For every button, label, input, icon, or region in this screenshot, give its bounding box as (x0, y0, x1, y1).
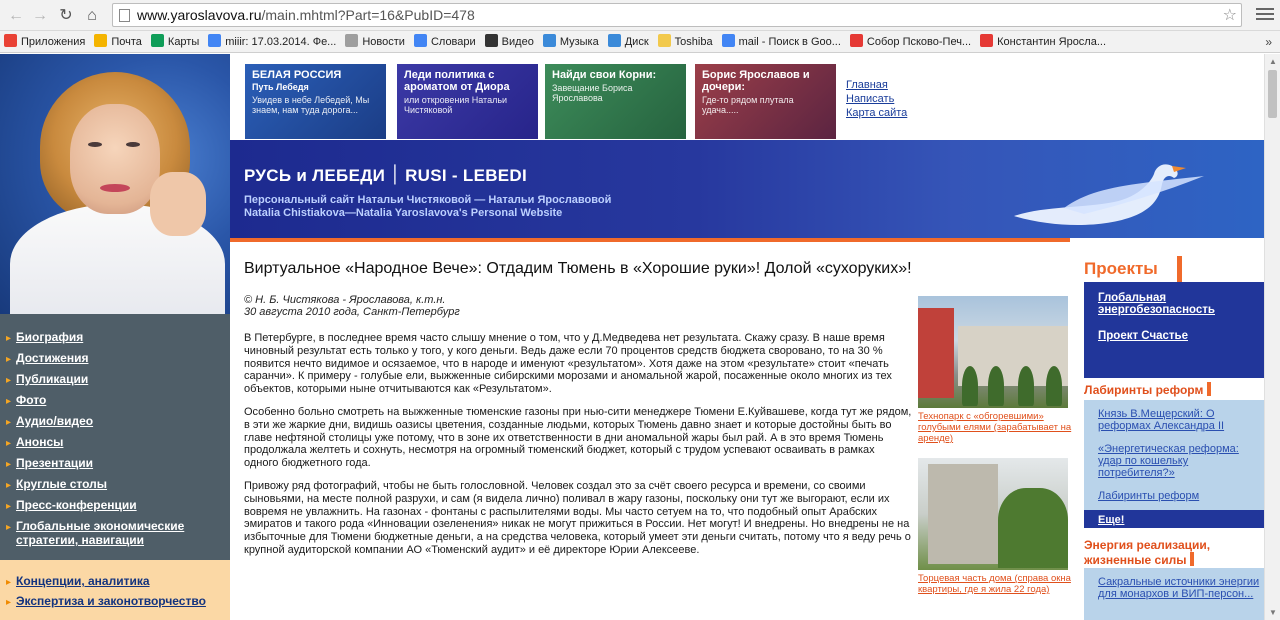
yandex-icon (850, 34, 863, 47)
bookmark-item[interactable] (654, 31, 718, 53)
yandex-icon (980, 34, 993, 47)
site-subtitle-ru: Персональный сайт Натальи Чистяковой — Натальи Ярославовой (244, 194, 612, 206)
author-photo (0, 54, 230, 314)
header-banners (230, 54, 1264, 140)
nav-item[interactable] (0, 571, 230, 591)
reform-link[interactable]: Лабиринты реформ (1098, 490, 1200, 502)
scrollbar-thumb[interactable] (1268, 70, 1277, 118)
section-reforms-title: Лабиринты реформ (1084, 382, 1211, 397)
web-page (0, 54, 1264, 620)
nav-item[interactable] (0, 495, 230, 516)
article-byline: © Н. Б. Чистякова - Ярославова, к.т.н. 30 августа 2010 года, Санкт-Петербург (244, 294, 460, 318)
nav-item-label: Пресс-конференции (16, 498, 137, 512)
arrow-right-icon: ▸ (6, 396, 12, 407)
bookmark-item[interactable] (481, 31, 539, 53)
bookmark-item[interactable] (90, 31, 147, 53)
more-link[interactable]: Еще! (1098, 514, 1125, 526)
arrow-right-icon: ▸ (6, 480, 12, 491)
disk-icon (608, 34, 621, 47)
section-energy-box (1084, 568, 1264, 620)
section-reforms-box (1084, 400, 1264, 510)
arrow-right-icon: ▸ (6, 375, 12, 386)
nav-item-label: Презентации (16, 456, 94, 470)
nav-item-label: Фото (16, 393, 47, 407)
bookmark-label: Новости (362, 36, 405, 48)
energy-link[interactable]: Сакральные источники энергии для монархов и ВИП-персон... (1098, 576, 1260, 600)
banner-find-roots[interactable]: Найди свои Корни: Завещание Бориса Ярославова (545, 64, 686, 139)
nav-item-label: Концепции, аналитика (16, 574, 150, 588)
nav-item-label: Глобальные экономические стратегии, навигации (16, 519, 185, 547)
nav-item[interactable] (0, 348, 230, 369)
nav-item-label: Аудио/видео (16, 414, 94, 428)
nav-item[interactable] (0, 432, 230, 453)
link-write[interactable]: Написать (846, 93, 895, 105)
banner-boris-yaroslavov[interactable]: Борис Ярославов и дочери: Где-то рядом плутала удача..... (695, 64, 836, 139)
back-arrow-icon[interactable]: ← (8, 7, 24, 24)
bookmarks-overflow-icon[interactable]: » (1265, 35, 1272, 49)
scroll-down-icon[interactable]: ▼ (1269, 608, 1277, 617)
arrow-right-icon: ▸ (6, 501, 12, 512)
arrow-right-icon: ▸ (6, 597, 12, 608)
nav-item[interactable] (0, 327, 230, 348)
nav-item-label: Достижения (16, 351, 89, 365)
nav-item-label: Экспертиза и законотворчество (16, 594, 206, 608)
section-energy-title: Энергия реализации, жизненные силы (1084, 538, 1211, 567)
arrow-right-icon: ▸ (6, 522, 12, 533)
link-home[interactable]: Главная (846, 79, 888, 91)
maps-icon (151, 34, 164, 47)
page-scrollbar[interactable] (1264, 54, 1280, 620)
arrow-right-icon: ▸ (6, 333, 12, 344)
nav-item[interactable] (0, 390, 230, 411)
menu-icon[interactable] (1256, 6, 1274, 22)
bookmark-item[interactable] (976, 31, 1111, 53)
book-icon (414, 34, 427, 47)
projects-box (1084, 282, 1264, 378)
swan-icon (1004, 156, 1214, 232)
arrow-right-icon: ▸ (6, 438, 12, 449)
photo-house-caption[interactable]: Торцевая часть дома (справа окна квартиры, где я жила 22 года) (918, 573, 1071, 595)
bookmark-label: Музыка (559, 36, 599, 48)
forward-arrow-icon[interactable]: → (32, 7, 48, 24)
home-icon[interactable]: ⌂ (87, 7, 97, 24)
reload-icon[interactable]: ↻ (59, 7, 73, 24)
bookmarks-bar (0, 31, 1280, 53)
article-paragraph: Особенно больно смотреть на выжженные тюменские газоны при нью-сити менеджере Тюмени Е.Куйвашеве, когда тут же рядом, в эти же жаркие дни, видишь оазисы цветения, созданные людьми, которых Тюмень давно знает и которые достойны быть во главе нефтяной столицы уже потому, что в зоне их ответственности в дни аномальной жары был рай. А в это время Тюмень продолжала желтеть и сохнуть, несмотря на огромный тюменский бюджет, который с трудом успевают осваивать в рамках одного бюджетного года. (244, 405, 912, 470)
header-divider (230, 238, 1070, 242)
banner-lady-politics[interactable]: Леди политика с ароматом от Диора или откровения Натальи Чистяковой (397, 64, 538, 139)
site-header (230, 140, 1264, 238)
bookmark-star-icon[interactable]: ☆ (1222, 7, 1237, 24)
photo-technopark[interactable] (918, 296, 1068, 408)
address-bar[interactable] (112, 3, 1242, 27)
site-title: РУСЬ и ЛЕБЕДИ ׀ RUSI - LEBEDI (244, 166, 528, 185)
more-box (1084, 510, 1264, 528)
article-body (244, 332, 912, 567)
reform-link[interactable]: «Энергетическая реформа: удар по кошельку потребителя?» (1098, 443, 1239, 479)
page-icon (119, 9, 130, 22)
music-icon (543, 34, 556, 47)
project-link-happiness[interactable]: Проект Счастье (1098, 330, 1189, 342)
arrow-right-icon: ▸ (6, 354, 12, 365)
nav-item[interactable] (0, 474, 230, 495)
nav-item-label: Круглые столы (16, 477, 108, 491)
user-icon (208, 34, 221, 47)
article-paragraph: Привожу ряд фотографий, чтобы не быть голословной. Человек создал это за счёт своего ресурса и времени, со своими сыновьями, на месте полной разрухи, и сам (я видела лично) поливал в жару газоны, поскольку они тут же выгорают, если их вовремя не увлажнить. На газонах - фонтаны с распылителями воды. Мы часто сетуем на то, что подобный опыт Арабских эмиратов и такого рода «Инновации озеленения» никак не могут прижиться в России. Нет могут! И внедрены. Но внедрены не на избыточные для Тюмени бюджетные деньги, а на средства человека, который умеет эти деньги считать, потому что я веду речь о крупной аудиторской компании АО «Тюменский аудит» и её директоре Юрии Алексееве. (244, 479, 911, 556)
banner-white-russia[interactable]: БЕЛАЯ РОССИЯ Путь Лебедя Увидев в небе Лебедей, Мы знаем, нам туда дорога... (245, 64, 386, 139)
bookmark-label: Toshiba (674, 36, 713, 48)
page-icon (345, 34, 358, 47)
projects-title: Проекты (1084, 256, 1182, 282)
apps-icon (4, 34, 17, 47)
nav-item[interactable] (0, 516, 230, 550)
arrow-right-icon: ▸ (6, 459, 12, 470)
bookmark-item[interactable] (204, 31, 341, 53)
photo-technopark-caption[interactable]: Технопарк с «обгоревшими» голубыми елями (зарабатывает на аренде) (918, 411, 1072, 444)
nav-item[interactable] (0, 453, 230, 474)
site-subtitle-en: Natalia Chistiakova—Natalia Yaroslavova's Personal Website (244, 207, 563, 219)
article-paragraph: В Петербурге, в последнее время часто слышу мнение о том, что у Д.Медведева нет результата. Скажу сразу. В наше время чиновный результат есть только у того, у кого деньги. Ведь даже если 70 процентов средств бюджета своровано, то на 30 % появится нечто видимое и осязаемое, что в народе и именуют «результатом». Хотя даже на этом «результате» стоит «печать саранчи». К примеру - голубые ели, выжженные сибирскими морозами и аномальной жарой, посаженные около многих из тех объектов, которыми ныне отчитываются как «Результатом». (244, 332, 892, 396)
bookmark-label: Словари (430, 36, 476, 48)
browser-toolbar (0, 0, 1280, 31)
top-links (846, 78, 907, 120)
bookmark-item[interactable] (341, 31, 410, 53)
nav-item[interactable] (0, 411, 230, 432)
article-title: Виртуальное «Народное Вече»: Отдадим Тюмень в «Хорошие руки»! Долой «сухоруких»! (244, 260, 912, 277)
photo-house[interactable] (918, 458, 1068, 570)
nav-item[interactable] (0, 369, 230, 390)
bookmark-label: Карты (167, 36, 200, 48)
bookmark-label: Собор Псково-Печ... (866, 36, 972, 48)
nav-item-label: Анонсы (16, 435, 64, 449)
left-navigation (0, 314, 230, 560)
bookmark-label: Диск (624, 36, 649, 48)
bookmark-label: Почта (111, 36, 142, 48)
nav-item-label: Публикации (16, 372, 89, 386)
nav-item[interactable] (0, 591, 230, 611)
bookmark-item[interactable] (410, 31, 481, 53)
bookmark-item[interactable] (0, 31, 90, 53)
bookmark-item[interactable] (604, 31, 654, 53)
scroll-up-icon[interactable]: ▲ (1269, 57, 1277, 66)
bookmark-label: Видео (501, 36, 534, 48)
project-link-energy-security[interactable]: Глобальная энергобезопасность (1098, 292, 1215, 316)
folder-icon (658, 34, 671, 47)
left-navigation-secondary (0, 560, 230, 620)
arrow-right-icon: ▸ (6, 577, 12, 588)
bookmark-label: mail - Поиск в Goo... (738, 36, 841, 48)
bookmark-label: Константин Яросла... (997, 36, 1107, 48)
yandex-mail-icon (94, 34, 107, 47)
google-icon (722, 34, 735, 47)
arrow-right-icon: ▸ (6, 417, 12, 428)
video-icon (485, 34, 498, 47)
bookmark-item[interactable] (147, 31, 204, 53)
reform-link[interactable]: Князь В.Мещерский: О реформах Александра II (1098, 408, 1225, 432)
bookmark-item[interactable] (718, 31, 846, 53)
nav-item-label: Биография (16, 330, 84, 344)
address-url[interactable]: www.yaroslavova.ru/main.mhtml?Part=16&PubID=478 (137, 7, 475, 23)
bookmark-item[interactable] (846, 31, 976, 53)
link-sitemap[interactable]: Карта сайта (846, 107, 908, 119)
bookmark-label: Приложения (21, 36, 86, 48)
bookmark-item[interactable] (539, 31, 604, 53)
bookmark-label: miiir: 17.03.2014. Фе... (225, 36, 337, 48)
